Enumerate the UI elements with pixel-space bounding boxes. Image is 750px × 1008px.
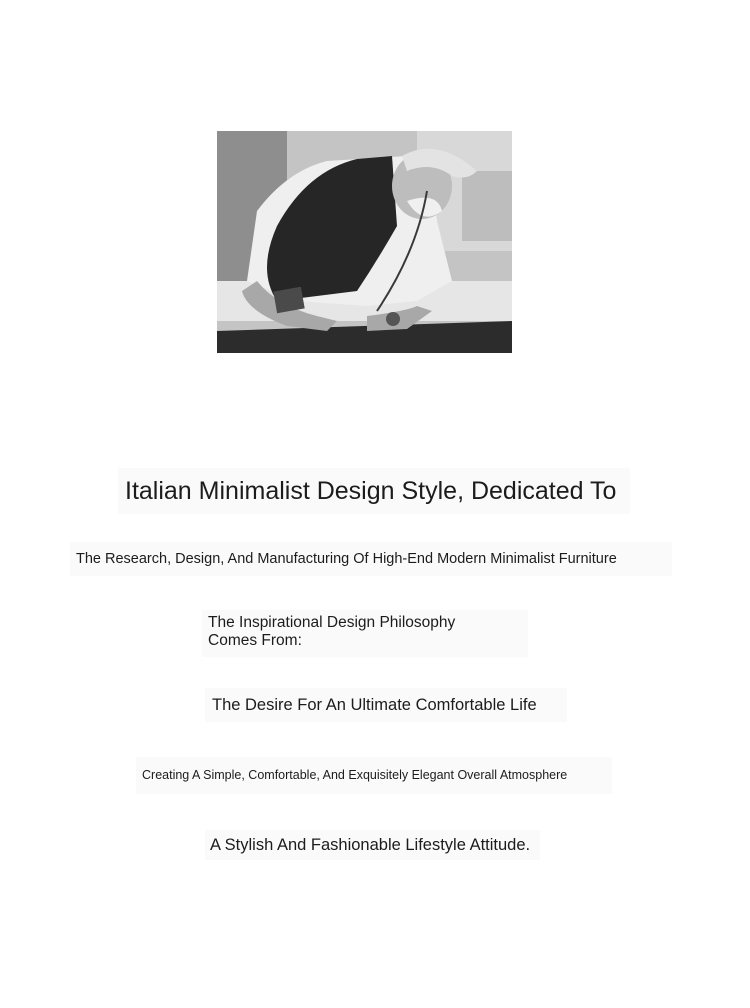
desire-text: The Desire For An Ultimate Comfortable Life — [205, 688, 567, 722]
atmosphere-text: Creating A Simple, Comfortable, And Exquisitely Elegant Overall Atmosphere — [136, 757, 612, 794]
page-title: Italian Minimalist Design Style, Dedicated To — [118, 468, 630, 514]
philosophy-line-2: Comes From: — [208, 632, 302, 649]
subheadline: The Research, Design, And Manufacturing Of High-End Modern Minimalist Furniture — [70, 542, 672, 576]
lifestyle-text: A Stylish And Fashionable Lifestyle Attitude. — [205, 830, 540, 860]
philosophy-line-1: The Inspirational Design Philosophy — [208, 614, 456, 631]
craftsman-photo — [217, 131, 512, 353]
philosophy-text — [202, 610, 528, 657]
